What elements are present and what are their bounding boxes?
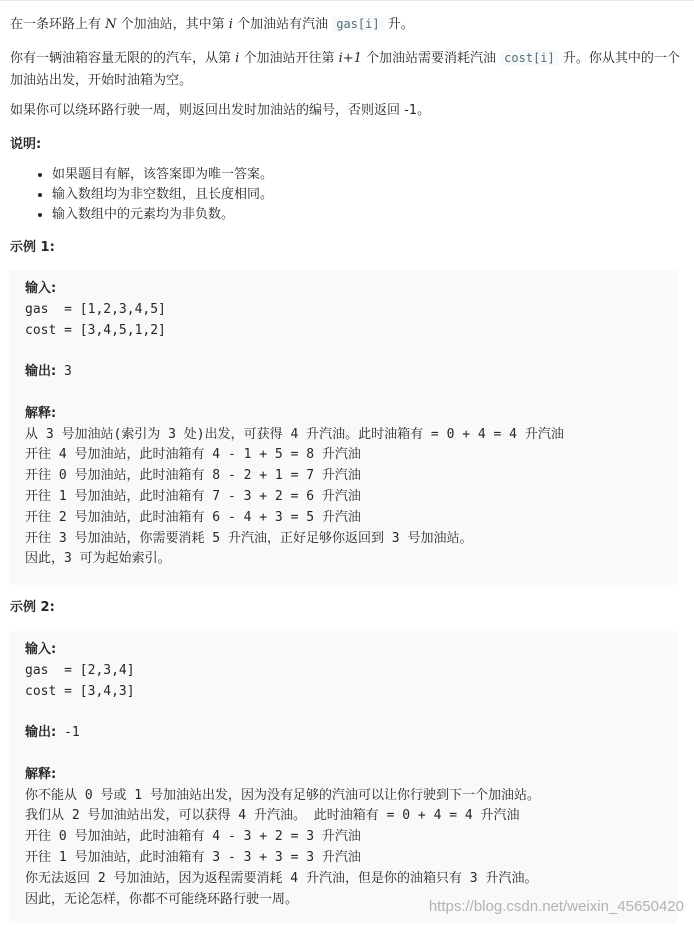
problem-paragraph-1 bbox=[10, 13, 682, 36]
input-label: 输入: bbox=[25, 281, 57, 296]
input-line: cost = [3,4,3] bbox=[25, 683, 135, 699]
input-line: gas = [1,2,3,4,5] bbox=[25, 301, 166, 317]
explain-line: 开往 2 号加油站，此时油箱有 6 - 4 + 3 = 5 升汽油 bbox=[25, 509, 361, 525]
explain-line: 你不能从 0 号或 1 号加油站出发，因为没有足够的汽油可以让你行驶到下一个加油站。 bbox=[25, 787, 540, 803]
variable-i: i bbox=[228, 17, 233, 32]
input-line: cost = [3,4,5,1,2] bbox=[25, 322, 166, 338]
list-item: • 输入数组中的元素均为非负数。 bbox=[52, 205, 652, 225]
output-label: 输出: bbox=[25, 364, 57, 380]
top-divider bbox=[0, 0, 694, 1]
text-segment: 升。 bbox=[383, 17, 414, 32]
explain-line: 因此，无论怎样，你都不可能绕环路行驶一周。 bbox=[25, 891, 299, 907]
explain-line: 开往 1 号加油站，此时油箱有 3 - 3 + 3 = 3 升汽油 bbox=[25, 849, 361, 865]
variable-i: i bbox=[235, 51, 240, 66]
explain-line: 开往 0 号加油站，此时油箱有 4 - 3 + 2 = 3 升汽油 bbox=[25, 829, 361, 845]
text-segment: 在一条环路上有 bbox=[10, 17, 106, 32]
explain-label: 解释: bbox=[25, 766, 57, 782]
code-cost-i: cost[i] bbox=[500, 50, 559, 66]
output-value: 3 bbox=[56, 364, 72, 380]
explain-line: 开往 4 号加油站，此时油箱有 4 - 1 + 5 = 8 升汽油 bbox=[25, 447, 361, 463]
text-segment: 个加油站，其中第 bbox=[116, 17, 229, 32]
list-item: • 输入数组均为非空数组，且长度相同。 bbox=[52, 185, 652, 205]
problem-paragraph-3: 如果你可以绕环路行驶一周，则返回出发时加油站的编号，否则返回 -1。 bbox=[10, 103, 431, 118]
explain-line: 因此，3 可为起始索引。 bbox=[25, 551, 171, 567]
explain-line: 开往 0 号加油站，此时油箱有 8 - 2 + 1 = 7 升汽油 bbox=[25, 468, 361, 484]
example-2-heading: 示例 2: bbox=[10, 600, 55, 615]
text-segment: 个加油站需要消耗汽油 bbox=[361, 51, 501, 66]
watermark: https://blog.csdn.net/weixin_45650420 bbox=[428, 898, 684, 915]
explain-line: 开往 1 号加油站，此时油箱有 7 - 3 + 2 = 6 升汽油 bbox=[25, 488, 361, 504]
text-segment: 个加油站开往第 bbox=[239, 51, 339, 66]
list-item: • 如果题目有解，该答案即为唯一答案。 bbox=[52, 165, 652, 185]
example-1-block bbox=[9, 270, 678, 585]
notes-heading: 说明: bbox=[10, 137, 42, 152]
explain-line: 开往 3 号加油站，你需要消耗 5 升汽油，正好足够你返回到 3 号加油站。 bbox=[25, 530, 473, 546]
notes-list bbox=[10, 165, 652, 225]
input-line: gas = [2,3,4] bbox=[25, 662, 135, 678]
input-label: 输入: bbox=[25, 642, 57, 657]
example-2-block bbox=[9, 631, 678, 923]
code-gas-i: gas[i] bbox=[332, 16, 383, 32]
text-segment: 你有一辆油箱容量无限的的汽车，从第 bbox=[10, 51, 236, 66]
output-value: -1 bbox=[56, 725, 80, 741]
output-label: 输出: bbox=[25, 725, 57, 741]
example-1-heading: 示例 1: bbox=[10, 240, 55, 255]
text-segment: 升。你从其中的一个加油站出发，开始时油箱为空。 bbox=[10, 51, 680, 88]
explain-line: 从 3 号加油站(索引为 3 处)出发，可获得 4 升汽油。此时油箱有 = 0 + 4 = 4 升汽油 bbox=[25, 426, 564, 442]
variable-n: N bbox=[105, 17, 117, 32]
variable-i-plus-1: i+1 bbox=[338, 51, 362, 66]
text-segment: 个加油站有汽油 bbox=[232, 17, 333, 32]
problem-paragraph-2 bbox=[10, 47, 682, 92]
explain-line: 你无法返回 2 号加油站，因为返程需要消耗 4 升汽油，但是你的油箱只有 3 升汽油。 bbox=[25, 870, 538, 886]
explain-label: 解释: bbox=[25, 405, 57, 421]
explain-line: 我们从 2 号加油站出发，可以获得 4 升汽油。 此时油箱有 = 0 + 4 = 4 升汽油 bbox=[25, 808, 520, 824]
